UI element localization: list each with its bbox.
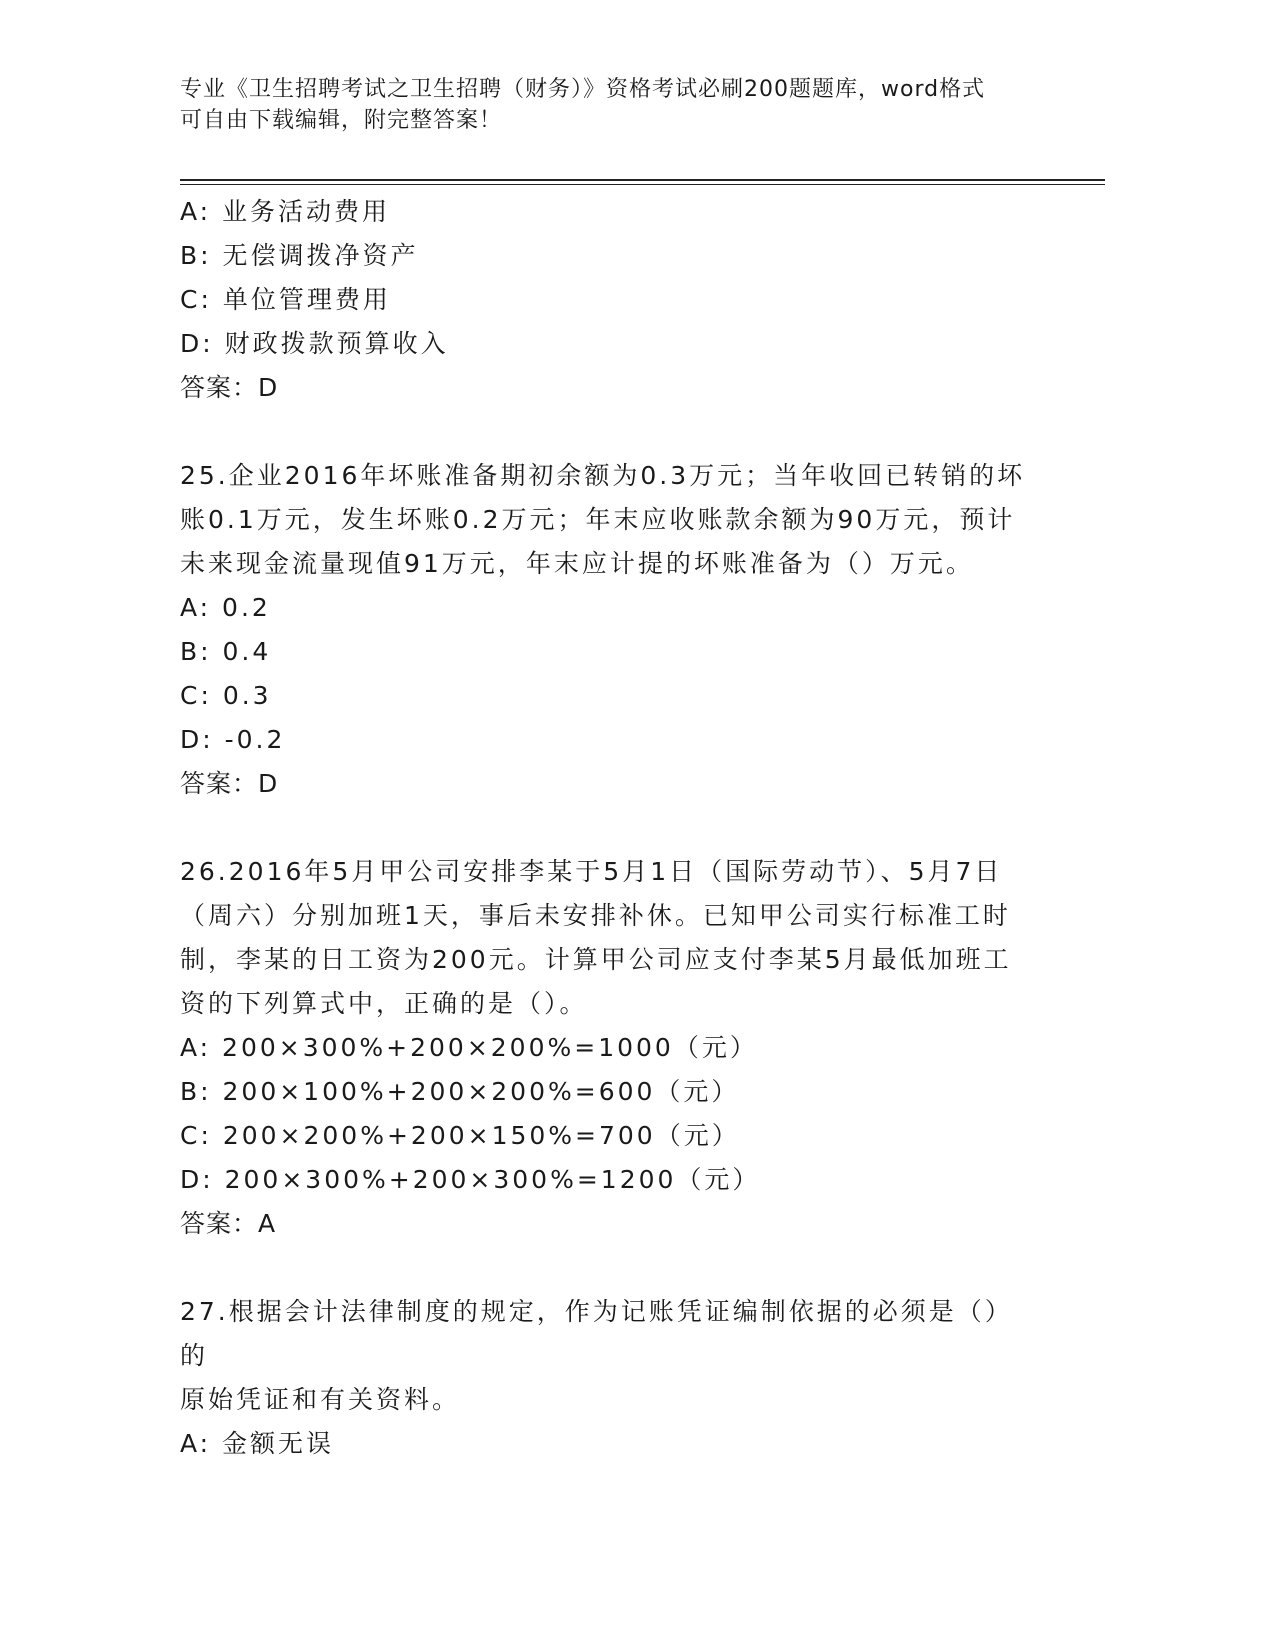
option-a: A: 业务活动费用 <box>180 197 391 226</box>
option-d: D: -0.2 <box>180 725 286 754</box>
question-26-text-line-3: 制，李某的日工资为200元。计算甲公司应支付李某5月最低加班工 <box>180 945 1012 974</box>
question-25-text-line-3: 未来现金流量现值91万元，年末应计提的坏账准备为（）万元。 <box>180 549 974 578</box>
option-b: B: 无偿调拨净资产 <box>180 241 419 270</box>
option-a: A: 200×300%+200×200%=1000（元） <box>180 1033 758 1062</box>
header-line-1: 专业《卫生招聘考试之卫生招聘（财务）》资格考试必刷200题题库，word格式 <box>180 77 986 102</box>
spacer <box>180 410 1040 454</box>
header-divider-thin <box>180 184 1105 185</box>
question-27-text-line-1: 27.根据会计法律制度的规定，作为记账凭证编制依据的必须是（）的 <box>180 1297 1013 1370</box>
question-content <box>180 190 1040 1466</box>
option-a: A: 0.2 <box>180 593 271 622</box>
question-26 <box>180 850 1040 1246</box>
question-27 <box>180 1290 1040 1466</box>
header-divider-thick <box>180 179 1105 181</box>
question-24-answer: 答案：D <box>180 373 279 402</box>
question-25-text-line-2: 账0.1万元，发生坏账0.2万元；年末应收账款余额为90万元，预计 <box>180 505 1016 534</box>
question-26-text-line-1: 26.2016年5月甲公司安排李某于5月1日（国际劳动节）、5月7日 <box>180 857 1003 886</box>
question-27-text-line-2: 原始凭证和有关资料。 <box>180 1385 461 1414</box>
header-line-2: 可自由下载编辑，附完整答案！ <box>180 108 503 133</box>
option-c: C: 200×200%+200×150%=700（元） <box>180 1121 740 1150</box>
option-c: C: 0.3 <box>180 681 272 710</box>
question-25-text-line-1: 25.企业2016年坏账准备期初余额为0.3万元；当年收回已转销的坏 <box>180 461 1026 490</box>
spacer <box>180 806 1040 850</box>
option-d: D: 财政拨款预算收入 <box>180 329 449 358</box>
option-b: B: 200×100%+200×200%=600（元） <box>180 1077 740 1106</box>
question-25 <box>180 454 1040 806</box>
question-26-answer: 答案：A <box>180 1209 277 1238</box>
option-c: C: 单位管理费用 <box>180 285 391 314</box>
spacer <box>180 1246 1040 1290</box>
document-header <box>180 74 1040 136</box>
option-d: D: 200×300%+200×300%=1200（元） <box>180 1165 761 1194</box>
question-26-text-line-2: （周六）分别加班1天，事后未安排补休。已知甲公司实行标准工时 <box>180 901 1011 930</box>
question-26-text-line-4: 资的下列算式中，正确的是（）。 <box>180 989 588 1018</box>
question-24-options <box>180 190 1040 366</box>
question-25-answer: 答案：D <box>180 769 279 798</box>
option-a: A: 金额无误 <box>180 1429 335 1458</box>
option-b: B: 0.4 <box>180 637 272 666</box>
